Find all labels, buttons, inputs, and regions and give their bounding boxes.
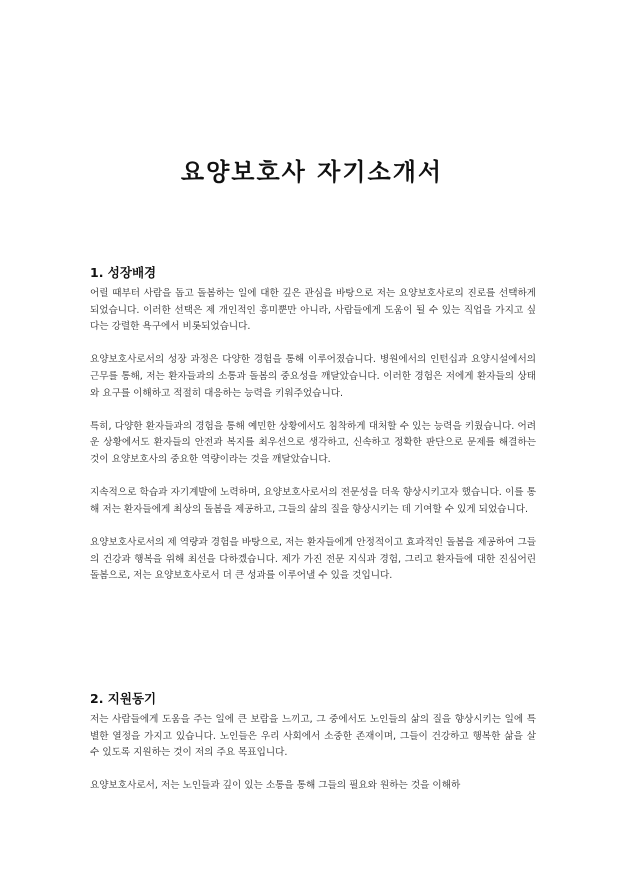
paragraph: 요양보호사로서, 저는 노인들과 깊이 있는 소통을 통해 그들의 필요와 원하는 것을 이해하 [90, 780, 461, 792]
section-growth-background [90, 264, 536, 585]
paragraph: 저는 사람들에게 도움을 주는 일에 큰 보람을 느끼고, 그 중에서도 노인들의 삶의 질을 향상시키는 일에 특별한 열정을 가지고 있습니다. 노인들은 우리 사회에서 소중한 존재이며, 그들이 건강하고 행복한 삶을 살 수 있도록 지원하는 것이 저의 주요 목표입니다. [90, 714, 536, 759]
section-heading: 2. 지원동기 [90, 691, 157, 706]
paragraph: 지속적으로 학습과 자기계발에 노력하며, 요양보호사로서의 전문성을 더욱 향상시키고자 했습니다. 이를 통해 저는 환자들에게 최상의 돌봄을 제공하고, 그들의 삶의 질을 향상시키는 데 기여할 수 있게 되었습니다. [90, 487, 536, 515]
paragraph: 특히, 다양한 환자들과의 경험을 통해 예민한 상황에서도 침착하게 대처할 수 있는 능력을 키웠습니다. 어려운 상황에서도 환자들의 안전과 복지를 최우선으로 생각하고, 신속하고 정확한 판단으로 문제를 해결하는 것이 요양보호사의 중요한 역량이라는 것을 깨달았습니다. [90, 420, 536, 465]
paragraph: 요양보호사로서의 제 역량과 경험을 바탕으로, 저는 환자들에게 안정적이고 효과적인 돌봄을 제공하여 그들의 건강과 행복을 위해 최선을 다하겠습니다. 제가 가진 전문 지식과 경험, 그리고 환자들에 대한 진심어린 돌봄으로, 저는 요양보호사로서 더 큰 성과를 이루어낼 수 있을 것입니다. [90, 536, 536, 582]
document-title: 요양보호사 자기소개서 [180, 157, 444, 186]
section-heading: 1. 성장배경 [90, 265, 157, 280]
paragraph: 요양보호사로서의 성장 과정은 다양한 경험을 통해 이루어졌습니다. 병원에서의 인턴십과 요양시설에서의 근무를 통해, 저는 환자들과의 소통과 돌봄의 중요성을 깨달았습니다. 이러한 경험은 저에게 환자들의 상태와 요구를 이해하고 적절히 대응하는 능력을 키워주었습니다. [90, 354, 536, 399]
paragraph: 어릴 때부터 사람을 돕고 돌봄하는 일에 대한 깊은 관심을 바탕으로 저는 요양보호사로의 진로를 선택하게 되었습니다. 이러한 선택은 제 개인적인 흥미뿐만 아니라, 사람들에게 도움이 될 수 있는 직업을 가지고 싶다는 강렬한 욕구에서 비롯되었습니다. [90, 288, 536, 333]
section-motivation [90, 690, 536, 795]
